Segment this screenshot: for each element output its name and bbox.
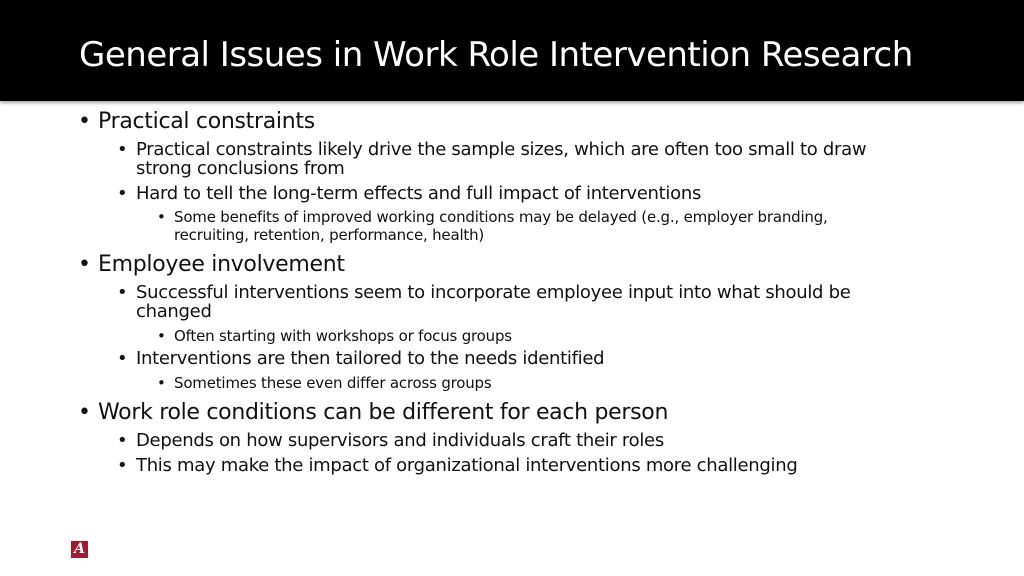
bullet-text-line-1: Some benefits of improved working conditions may be delayed (e.g., employer branding, (174, 208, 828, 226)
bullet-text: Employee involvement (98, 252, 345, 277)
bullet-text: Often starting with workshops or focus groups (174, 327, 512, 345)
sub-sub-bullet-differ-across-groups (157, 374, 492, 392)
bullet-marker: • (117, 282, 128, 303)
bullet-text-line-2: strong conclusions from (136, 158, 345, 179)
bullet-text: Interventions are then tailored to the needs identified (136, 348, 605, 369)
bullet-text: Sometimes these even differ across groups (174, 374, 492, 392)
sub-sub-bullet-workshops (157, 327, 512, 345)
bullet-text: Practical constraints (98, 109, 315, 134)
sub-bullet-sample-sizes-continued (136, 159, 345, 178)
bullet-marker: • (157, 327, 166, 345)
bullet-practical-constraints (78, 109, 315, 135)
bullet-text: Hard to tell the long-term effects and full impact of interventions (136, 183, 702, 204)
bullet-marker: • (117, 139, 128, 160)
slide-title: General Issues in Work Role Intervention Research (79, 35, 913, 75)
sub-bullet-organizational-impact (117, 455, 798, 476)
bullet-text: Work role conditions can be different for each person (98, 400, 669, 425)
bullet-text-line-1: Practical constraints likely drive the sample sizes, which are often too small to draw (136, 139, 867, 160)
university-logo (71, 541, 88, 558)
sub-bullet-sample-sizes (117, 139, 867, 160)
bullet-text: Depends on how supervisors and individuals craft their roles (136, 430, 664, 451)
bullet-text-line-1: Successful interventions seem to incorporate employee input into what should be (136, 282, 851, 303)
sub-sub-bullet-delayed-benefits-continued (174, 226, 484, 244)
sub-bullet-employee-input (117, 282, 851, 303)
sub-bullet-craft-roles (117, 430, 664, 451)
bullet-marker: • (117, 183, 128, 204)
bullet-text-line-2: recruiting, retention, performance, health) (174, 226, 485, 244)
bullet-work-role-conditions (78, 400, 669, 426)
sub-bullet-long-term-effects (117, 183, 702, 204)
bullet-text-line-2: changed (136, 301, 212, 322)
bullet-marker: • (117, 455, 128, 476)
bullet-marker: • (117, 430, 128, 451)
bullet-marker: • (157, 374, 166, 392)
sub-bullet-tailored-interventions (117, 348, 605, 369)
sub-bullet-employee-input-continued (136, 302, 212, 321)
logo-letter: A (74, 541, 85, 557)
bullet-marker: • (78, 109, 91, 134)
bullet-marker: • (78, 252, 91, 277)
bullet-text: This may make the impact of organizational interventions more challenging (136, 455, 798, 476)
bullet-marker: • (117, 348, 128, 369)
bullet-marker: • (78, 400, 91, 425)
bullet-employee-involvement (78, 252, 345, 278)
bullet-marker: • (157, 208, 166, 226)
sub-sub-bullet-delayed-benefits (157, 208, 828, 226)
